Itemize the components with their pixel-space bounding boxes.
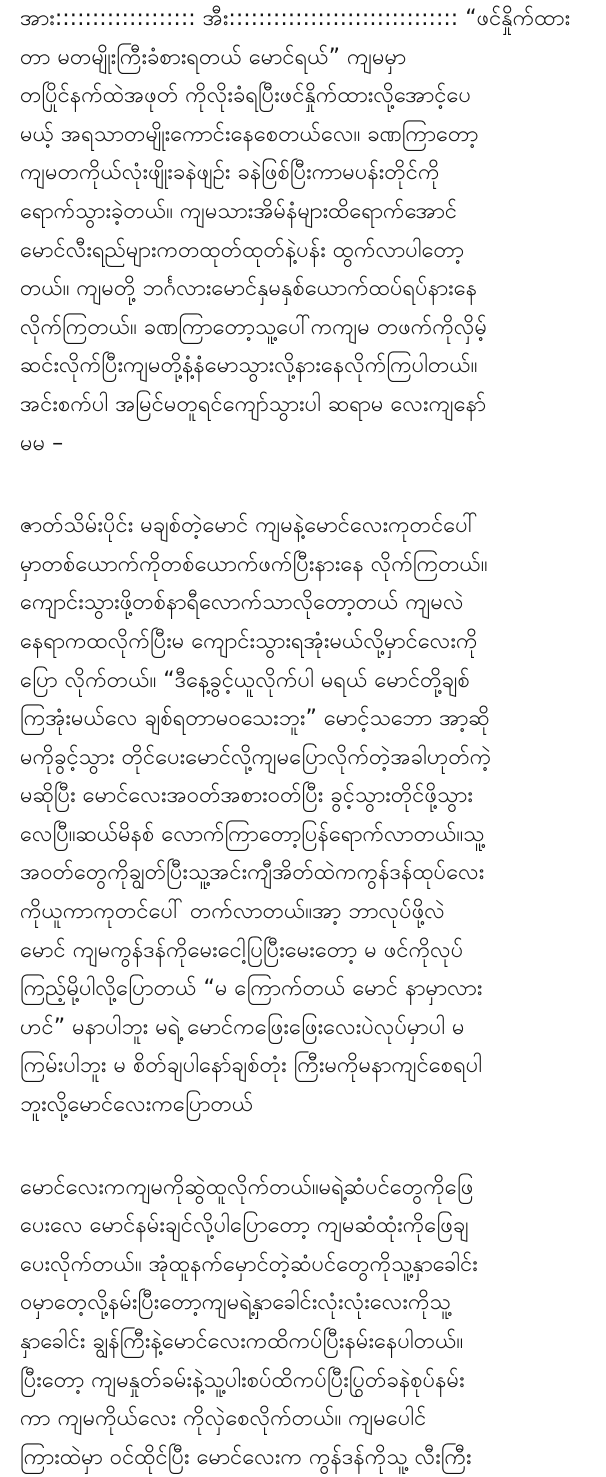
text-line: တယ်။ ကျမတို့ ဘင်္ဂလားမောင်နှမနှစ်ယောက်ထပ်ရပ်နားနေ bbox=[20, 276, 478, 302]
text-line: ပြော လိုက်တယ်။ “ဒီနေ့ခွင့်ယူလိုက်ပါ မရယ် မောင်တို့ချစ် bbox=[20, 667, 470, 693]
text-line: ကြအုံးမယ်လေ ချစ်ရတာမဝသေးဘူး” မောင့်သဘော အာ့ဆို bbox=[20, 706, 490, 732]
text-line: ဘူးလို့မောင်လေးကပြောတယ် bbox=[20, 1092, 254, 1118]
text-line: လိုက်ကြတယ်။ ခဏကြာတော့သူ့ပေါ်ကကျမ တဖက်ကိုလှိမ့် bbox=[20, 314, 488, 340]
text-line: အဝတ်တွေကိုချွတ်ပြီးသူ့အင်းကျီအိတ်ထဲကကွန်ဒန်ထုပ်လေး bbox=[20, 860, 485, 886]
text-line: မှာတစ်ယောက်ကိုတစ်ယောက်ဖက်ပြီးနားနေ လိုက်ကြတယ်။ bbox=[20, 551, 488, 577]
text-line: ရောက်သွားခဲ့တယ်။ ကျမသားအိမ်နံများထိရောက်အောင် bbox=[20, 198, 458, 224]
text-line: ပေးလေ မောင်နမ်းချင်လို့ပါပြောတော့ ကျမဆံထုံးကိုဖြေချ bbox=[20, 1213, 469, 1239]
text-line: အင်းစက်ပါ အမြင်မတူရင်ကျော်သွားပါ ဆရာမ လေးကျနော် bbox=[20, 391, 487, 417]
text-line: ကျမတကိုယ်လုံးဖျိုးခနဲဖျဥ်း ခနဲဖြစ်ပြီးကာမပန်းတိုင်ကို bbox=[20, 160, 440, 186]
text-line: ဝမှာတေ့လို့နမ်းပြီးတော့ကျမရဲ့နှာခေါင်းလုံးလုံးလေးကိုသူ့ bbox=[20, 1290, 451, 1316]
text-line: အား::::::::::::::::::: အီး::::::::::::::::::::::::::::::: “ဖင်နှိုက်ထား bbox=[20, 6, 571, 31]
text-line: ပေးလိုက်တယ်။ အုံထူနက်မှောင်တဲ့ဆံပင်တွေကိုသူ့နှာခေါင်း bbox=[20, 1251, 478, 1277]
text-line: နေရာကထလိုက်ပြီးမ ကျောင်းသွားရအုံးမယ်လို့မှာင်လေးကို bbox=[20, 628, 478, 654]
text-line: ဇာတ်သိမ်းပိုင်း မချစ်တဲ့မောင် ကျမနဲ့မောင်လေးကုတင်ပေါ် bbox=[20, 513, 478, 539]
text-line: တာ မတမျိုးကြီးခံစားရတယ် မောင်ရယ်” ကျမမှာ bbox=[20, 44, 407, 70]
text-line: တပြိုင်နက်ထဲအဖုတ် ကိုလိုးခံရပြီးဖင်နှိုက်ထားလို့အောင့်ပေ bbox=[20, 83, 472, 109]
text-line: ကြားထဲမှာ ဝင်ထိုင်ပြီး မောင်လေးက ကွန်ဒန်ကိုသူ့ လီးကြီး bbox=[20, 1444, 472, 1470]
text-line: လေပြီ။ဆယ်မိနစ် လောက်ကြာတော့ပြန်ရောက်လာတယ်။သူ့ bbox=[20, 821, 485, 847]
text-line: ကိုယူကာကုတင်ပေါ် တက်လာတယ်။အာ့ ဘာလုပ်ဖို့လဲ bbox=[20, 899, 445, 925]
text-line: ကာ ကျမကိုယ်လေး ကိုလှဲစေလိုက်တယ်။ ကျမပေါင် bbox=[20, 1406, 427, 1432]
story-paragraph-2 bbox=[20, 507, 592, 1125]
text-line: ဟင်” မနာပါဘူး မရဲ့ မောင်ကဖြေးဖြေးလေးပဲလုပ်မှာပါ မ bbox=[20, 1014, 465, 1040]
text-line: မမ – bbox=[20, 430, 64, 456]
text-line: မကိုခွင့်သွား တိုင်ပေးမောင်လို့ကျမပြောလိုက်တဲ့အခါဟုတ်ကဲ့ bbox=[20, 744, 492, 770]
text-line: မဆိုပြီး မောင်လေးအဝတ်အစားဝတ်ပြီး ခွင့်သွားတိုင်ဖို့သွား bbox=[20, 783, 473, 809]
text-line: မောင်လီးရည်များကတထုတ်ထုတ်နဲ့ပန်း ထွက်လာပါတော့ bbox=[20, 237, 465, 263]
paragraph-gap bbox=[20, 463, 592, 507]
text-line: ကျောင်းသွားဖို့တစ်နာရီလောက်သာလိုတော့တယ် ကျမလဲ bbox=[20, 590, 464, 616]
text-line: ဆင်းလိုက်ပြီးကျမတို့နံ့နံမောသွားလို့နားနေလိုက်ကြပါတယ်။ bbox=[20, 353, 478, 379]
story-paragraph-1 bbox=[20, 0, 592, 463]
text-line: ကြမ်းပါဘူး မ စိတ်ချပါနော်ချစ်တုံး ကြီးမကိုမနာကျင်စေရပါ bbox=[20, 1053, 483, 1079]
text-line: ကြည့်မို့ပါလို့ပြောတယ် “မ ကြောက်တယ် မောင် နာမှာလား bbox=[20, 976, 483, 1002]
paragraph-gap bbox=[20, 1125, 592, 1169]
text-line: မောင် ကျမကွန်ဒန်ကိုမေးငေါ့ပြပြီးမေးတော့ မ ဖင်ကိုလုပ် bbox=[20, 937, 464, 963]
text-line: မယ့် အရသာတမျိုးကောင်းနေစေတယ်လေ။ ခဏကြာတော့ bbox=[20, 121, 479, 147]
text-line: ပြီးတော့ ကျမနှုတ်ခမ်းနဲ့သူ့ပါးစပ်ထိကပ်ပြီးပြွတ်ခနဲစုပ်နမ်း bbox=[20, 1367, 465, 1393]
text-line: မောင်လေးကကျမကိုဆွဲထူလိုက်တယ်။မရဲ့ဆံပင်တွေကိုဖြေ bbox=[20, 1174, 474, 1200]
text-line: နှာခေါင်း ချွန်ကြီးနဲ့မောင်လေးကထိကပ်ပြီးနမ်းနေပါတယ်။ bbox=[20, 1329, 464, 1354]
story-paragraph-3 bbox=[20, 1169, 592, 1477]
